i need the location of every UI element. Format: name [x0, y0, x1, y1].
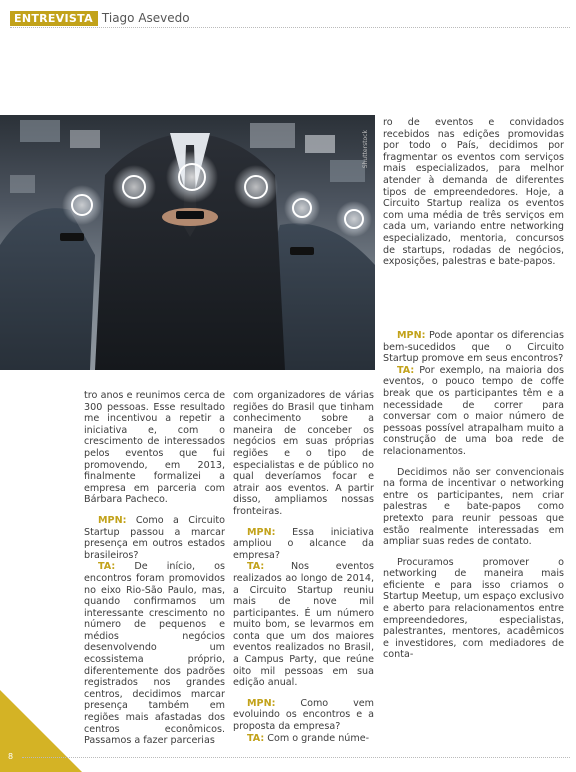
- question: MPN: Essa iniciativa ampliou o alcance da empresa?: [233, 526, 374, 561]
- page-header: [10, 10, 190, 26]
- paragraph: tro anos e reunimos cerca de 300 pessoas. Esse resultado me incentivou a repetir a iniciativa e, com o crescimento de interessados pelos eventos que fui promovendo, em 2013, finalmente formalizei a empresa em parceria com Bárbara Pacheco.: [84, 390, 225, 506]
- interviewee-name: Tiago Asevedo: [101, 11, 190, 25]
- photo-illustration: [0, 115, 375, 370]
- question: MPN: Como a Circuito Startup passou a marcar presença em outros estados brasileiros?: [84, 514, 225, 561]
- paragraph: com organizadores de várias regiões do Brasil que tinham conhecimento sobre a maneira de conceber os negócios em suas próprias regiões e o tipo de especialistas e de público no qual deveríamos focar e atrair aos eventos. A partir disso, ampliamos nossas fronteiras.: [233, 390, 374, 517]
- answer: TA: Com o grande núme-: [247, 732, 370, 744]
- page-number: 8: [8, 752, 14, 761]
- column-right-top: [383, 117, 564, 268]
- answer: TA: Nos eventos realizados ao longo de 2014, a Circuito Startup reuniu mais de nove mil participantes. É um número muito bom, se levarmos em conta que um dos maiores eventos realizados no Brasil, a Campus Party, que reúne oito mil pessoas em sua edição anual.: [233, 561, 374, 689]
- header-divider: [10, 27, 570, 28]
- article-photo: [0, 115, 375, 370]
- footer-divider: [22, 757, 570, 758]
- paragraph: Procuramos promover o networking de maneira mais eficiente e para isso criamos o Startup Meetup, um espaço exclusivo e aberto para relacionamentos entre empreendedores, especialistas, palestrantes, mentores, acadêmicos e investidores, com mediadores de conta-: [383, 556, 564, 661]
- answer: TA: Por exemplo, na maioria dos eventos, o pouco tempo de coffe break que os participantes têm e a necessidade de correr para conversar com o maior número de pessoas possível atrapalham muito a construção de uma boa rede de relacionamentos.: [383, 364, 564, 457]
- column-middle: [233, 390, 374, 744]
- column-left: [84, 390, 225, 747]
- answer: TA: De início, os encontros foram promovidos no eixo Rio-São Paulo, mas, quando confirmamos um interessante crescimento no número de pequenos e médios negócios desenvolvendo um ecossistema próprio, diferentemente dos padrões registrados nos grandes centros, decidimos marcar presença também em regiões mais afastadas dos centros econômicos. Passamos a fazer parcerias: [84, 561, 225, 747]
- section-tag: ENTREVISTA: [10, 11, 98, 26]
- question: MPN: Como vem evoluindo os encontros e a proposta da empresa?: [233, 697, 374, 733]
- photo-credit: Shutterstock: [362, 130, 369, 169]
- column-right-bottom: [383, 330, 564, 661]
- question: MPN: Pode apontar os diferencias bem-sucedidos que o Circuito Startup promove em seus encontros?: [383, 330, 564, 365]
- paragraph: Decidimos não ser convencionais na forma de incentivar o networking entre os participantes, nem criar palestras e bate-papos como pretexto para reunir pessoas que estão realmente interessadas em ampliar suas redes de contato.: [383, 466, 564, 548]
- paragraph: ro de eventos e convidados recebidos nas edições promovidas por todo o País, decidimos por fragmentar os eventos com serviços mais especializados, para melhor atender à demanda de diferentes tipos de empreendedores. Hoje, a Circuito Startup realiza os eventos com uma média de três serviços em cada um, variando entre networking especializado, mentoria, concursos de startups, rodadas de negócios, exposições, palestras e bate-papos.: [383, 117, 564, 268]
